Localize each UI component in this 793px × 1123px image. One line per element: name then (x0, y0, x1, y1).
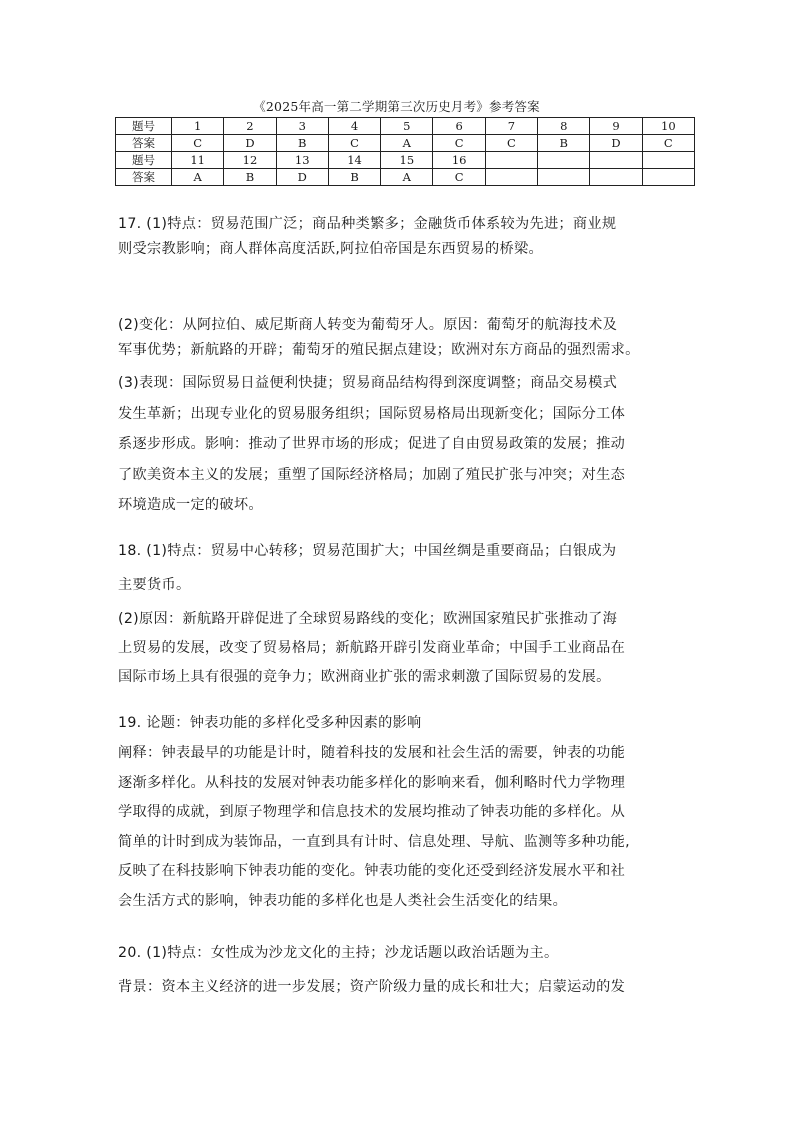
page-title: 《2025年高一第二学期第三次历史月考》参考答案 (253, 99, 540, 114)
text-line: 发生革新；出现专业化的贸易服务组织；国际贸易格局出现新变化；国际分工体 (118, 405, 626, 422)
table-cell: B (328, 169, 380, 186)
table-cell (485, 152, 537, 169)
table-row (116, 118, 695, 135)
row-label: 题号 (116, 118, 172, 135)
table-cell: 12 (224, 152, 276, 169)
text-line: 18. (1)特点：贸易中心转移；贸易范围扩大；中国丝绸是重要商品；白银成为 (118, 543, 617, 559)
answer-18-2 (118, 605, 684, 692)
text-line: 军事优势；新航路的开辟；葡萄牙的殖民据点建设；欧洲对东方商品的强烈需求。 (118, 342, 640, 358)
table-cell: B (276, 135, 328, 152)
row-label: 题号 (116, 152, 172, 169)
table-cell: C (642, 135, 694, 152)
answer-20-1 (118, 941, 684, 966)
answer-17-1 (118, 212, 684, 262)
table-cell: 8 (538, 118, 590, 135)
table-cell: A (381, 135, 433, 152)
table-cell: 1 (172, 118, 224, 135)
answer-table (115, 117, 695, 186)
text-line: (2)原因：新航路开辟促进了全球贸易路线的变化；欧洲国家殖民扩张推动了海 (118, 611, 618, 627)
table-cell: D (276, 169, 328, 186)
table-cell: C (433, 135, 485, 152)
table-cell (538, 169, 590, 186)
table-cell: 11 (172, 152, 224, 169)
table-cell: 5 (381, 118, 433, 135)
table-cell: 9 (590, 118, 642, 135)
text-line: 简单的计时到成为装饰品，一直到具有计时、信息处理、导航、监测等多种功能, (118, 833, 630, 850)
table-cell: 6 (433, 118, 485, 135)
table-row (116, 135, 695, 152)
table-cell (485, 169, 537, 186)
text-line: 主要货币。 (118, 577, 191, 593)
table-cell: 3 (276, 118, 328, 135)
table-cell: A (172, 169, 224, 186)
answer-17-3 (118, 368, 684, 521)
text-line: (3)表现：国际贸易日益便利快捷；贸易商品结构得到深度调整；商品交易模式 (118, 375, 618, 391)
table-cell: C (172, 135, 224, 152)
text-line: 会生活方式的影响，钟表功能的多样化也是人类社会生活变化的结果。 (118, 892, 568, 909)
table-cell (590, 169, 642, 186)
table-cell: B (224, 169, 276, 186)
text-line: 则受宗教影响；商人群体高度活跃,阿拉伯帝国是东西贸易的桥梁。 (118, 241, 543, 257)
text-line: 阐释：钟表最早的功能是计时，随着科技的发展和社会生活的需要，钟表的功能 (118, 745, 626, 761)
text-line: 19. 论题：钟表功能的多样化受多种因素的影响 (118, 715, 422, 731)
table-cell: 4 (328, 118, 380, 135)
answer-17-2 (118, 313, 684, 363)
text-line: 国际市场上具有很强的竞争力；欧洲商业扩张的需求刺激了国际贸易的发展。 (118, 669, 611, 685)
table-cell (590, 152, 642, 169)
text-line: (2)变化：从阿拉伯、威尼斯商人转变为葡萄牙人。原因：葡萄牙的航海技术及 (118, 317, 618, 333)
table-cell: 13 (276, 152, 328, 169)
text-line: 环境造成一定的破坏。 (118, 497, 263, 513)
table-cell: C (485, 135, 537, 152)
text-line: 20. (1)特点：女性成为沙龙文化的主持；沙龙话题以政治话题为主。 (118, 945, 559, 961)
table-cell: C (328, 135, 380, 152)
text-line: 背景：资本主义经济的进一步发展；资产阶级力量的成长和壮大；启蒙运动的发 (118, 979, 626, 995)
text-line: 反映了在科技影响下钟表功能的变化。钟表功能的变化还受到经济发展水平和社 (118, 863, 626, 879)
table-cell: D (224, 135, 276, 152)
table-cell: C (433, 169, 485, 186)
text-line: 上贸易的发展，改变了贸易格局；新航路开辟引发商业革命；中国手工业商品在 (118, 640, 626, 656)
table-cell (642, 169, 694, 186)
table-cell: 10 (642, 118, 694, 135)
text-line: 系逐步形成。影响：推动了世界市场的形成；促进了自由贸易政策的发展；推动 (118, 436, 626, 452)
text-line: 17. (1)特点：贸易范围广泛；商品种类繁多；金融货币体系较为先进；商业规 (118, 216, 617, 232)
table-cell: B (538, 135, 590, 152)
answer-18-1 (118, 534, 684, 602)
table-row (116, 152, 695, 169)
table-cell: 15 (381, 152, 433, 169)
table-cell: 14 (328, 152, 380, 169)
text-line: 逐渐多样化。从科技的发展对钟表功能多样化的影响来看，伽利略时代力学物理 (118, 774, 626, 791)
row-label: 答案 (116, 135, 172, 152)
table-cell: 2 (224, 118, 276, 135)
text-line: 学取得的成就，到原子物理学和信息技术的发展均推动了钟表功能的多样化。从 (118, 804, 626, 820)
table-cell (538, 152, 590, 169)
answer-19-explain (118, 739, 684, 916)
answer-20-background (118, 975, 684, 1000)
table-cell: A (381, 169, 433, 186)
table-cell: 16 (433, 152, 485, 169)
table-cell (642, 152, 694, 169)
table-row (116, 169, 695, 186)
text-line: 了欧美资本主义的发展；重塑了国际经济格局；加剧了殖民扩张与冲突；对生态 (118, 466, 626, 483)
row-label: 答案 (116, 169, 172, 186)
answer-19-thesis (118, 711, 684, 736)
table-cell: 7 (485, 118, 537, 135)
table-cell: D (590, 135, 642, 152)
